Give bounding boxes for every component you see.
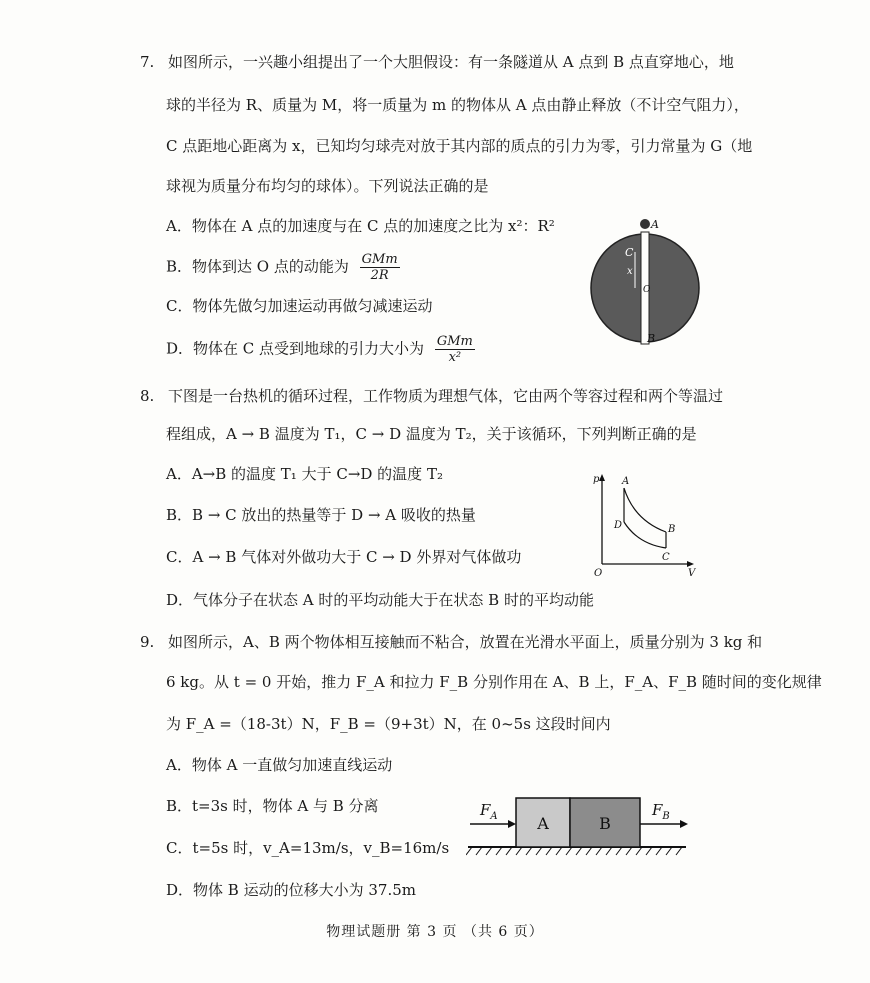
block-b-label: B xyxy=(599,814,611,833)
ground-hatching xyxy=(466,847,682,855)
q7-option-a: A．物体在 A 点的加速度与在 C 点的加速度之比为 x²：R² xyxy=(166,217,555,235)
q7-option-b xyxy=(166,252,400,283)
q9-option-a: A．物体 A 一直做匀加速直线运动 xyxy=(166,756,393,774)
point-b-label: B xyxy=(668,524,676,535)
q7-option-b-numerator: GMm xyxy=(361,252,398,267)
q7-option-d-numerator: GMm xyxy=(436,334,473,349)
q9-option-d: D．物体 B 运动的位移大小为 37.5m xyxy=(166,881,416,899)
q7-option-d-text: D．物体在 C 点受到地球的引力大小为 xyxy=(166,339,425,358)
q8-option-a: A．A→B 的温度 T₁ 大于 C→D 的温度 T₂ xyxy=(166,465,443,483)
force-b-arrow-head xyxy=(680,820,688,828)
q8-number: 8. xyxy=(140,387,155,405)
q8-stem-line2: 程组成，A → B 温度为 T₁，C → D 温度为 T₂，关于该循环，下列判断正确的是 xyxy=(166,425,697,443)
q7-option-d-denominator: x² xyxy=(448,350,462,365)
q7-stem-line2: 球的半径为 R、质量为 M，将一质量为 m 的物体从 A 点由静止释放（不计空气阻力）， xyxy=(166,96,749,114)
q9-stem-line1: 如图所示，A、B 两个物体相互接触而不粘合，放置在光滑水平面上，质量分别为 3 kg 和 xyxy=(168,633,763,651)
force-a-arrow-head xyxy=(508,820,516,828)
page-footer: 物理试题册 第 3 页 （共 6 页） xyxy=(326,924,544,940)
q9-option-b: B．t=3s 时，物体 A 与 B 分离 xyxy=(166,797,379,815)
q8-option-d: D．气体分子在状态 A 时的平均动能大于在状态 B 时的平均动能 xyxy=(166,591,594,609)
q9-stem-line3: 为 F_A =（18-3t）N，F_B =（9+3t）N，在 0~5s 这段时间内 xyxy=(166,715,611,733)
label-o: O xyxy=(643,285,651,295)
q9-stem-line2: 6 kg。从 t = 0 开始，推力 F_A 和拉力 F_B 分别作用在 A、B 上，F_A、F_B 随时间的变化规律 xyxy=(166,673,822,691)
p-axis-arrow xyxy=(599,474,605,481)
q8-option-c: C．A → B 气体对外做功大于 C → D 外界对气体做功 xyxy=(166,548,522,566)
point-c-label: C xyxy=(662,552,670,563)
q7-option-b-text: B．物体到达 O 点的动能为 xyxy=(166,257,349,276)
origin-label: O xyxy=(594,568,603,579)
q9-option-c: C．t=5s 时，v_A=13m/s，v_B=16m/s xyxy=(166,839,450,857)
earth-tunnel-figure xyxy=(585,212,705,352)
process-c-d xyxy=(624,522,666,548)
force-b-symbol: F xyxy=(652,801,663,819)
point-d-label: D xyxy=(614,520,623,531)
q9-number: 9. xyxy=(140,633,155,651)
q7-option-d xyxy=(166,334,475,365)
label-b: B xyxy=(647,332,656,345)
force-b-subscript: B xyxy=(662,811,670,822)
block-a-label: A xyxy=(537,814,549,833)
q7-option-d-fraction xyxy=(435,334,475,365)
axis-v-label: V xyxy=(688,568,696,579)
q7-option-b-fraction xyxy=(360,252,400,283)
label-a: A xyxy=(651,218,659,231)
q7-stem-line1: 如图所示，一兴趣小组提出了一个大胆假设：有一条隧道从 A 点到 B 点直穿地心，地 xyxy=(168,53,734,71)
label-c: C xyxy=(625,246,634,259)
force-a-label xyxy=(479,801,498,822)
q8-option-b: B．B → C 放出的热量等于 D → A 吸收的热量 xyxy=(166,506,476,524)
ball-at-a xyxy=(640,219,650,229)
axis-p-label: p xyxy=(593,474,600,485)
label-x: x xyxy=(627,266,633,277)
q7-option-c: C．物体先做匀加速运动再做匀减速运动 xyxy=(166,297,433,315)
q7-number: 7. xyxy=(140,53,155,71)
q8-stem-line1: 下图是一台热机的循环过程，工作物质为理想气体，它由两个等容过程和两个等温过 xyxy=(168,387,724,405)
pv-diagram xyxy=(588,470,700,580)
force-a-subscript: A xyxy=(490,811,498,822)
q7-stem-line4: 球视为质量分布均匀的球体）。下列说法正确的是 xyxy=(166,177,489,195)
point-a-label: A xyxy=(622,476,630,487)
q7-stem-line3: C 点距地心距离为 x，已知均匀球壳对放于其内部的质点的引力为零，引力常量为 G（地 xyxy=(166,137,753,155)
q7-option-b-denominator: 2R xyxy=(370,268,389,283)
force-a-symbol: F xyxy=(480,801,491,819)
process-a-b xyxy=(624,488,666,532)
blocks-figure xyxy=(466,793,690,861)
force-b-label xyxy=(651,801,670,822)
v-axis-arrow xyxy=(687,561,694,567)
